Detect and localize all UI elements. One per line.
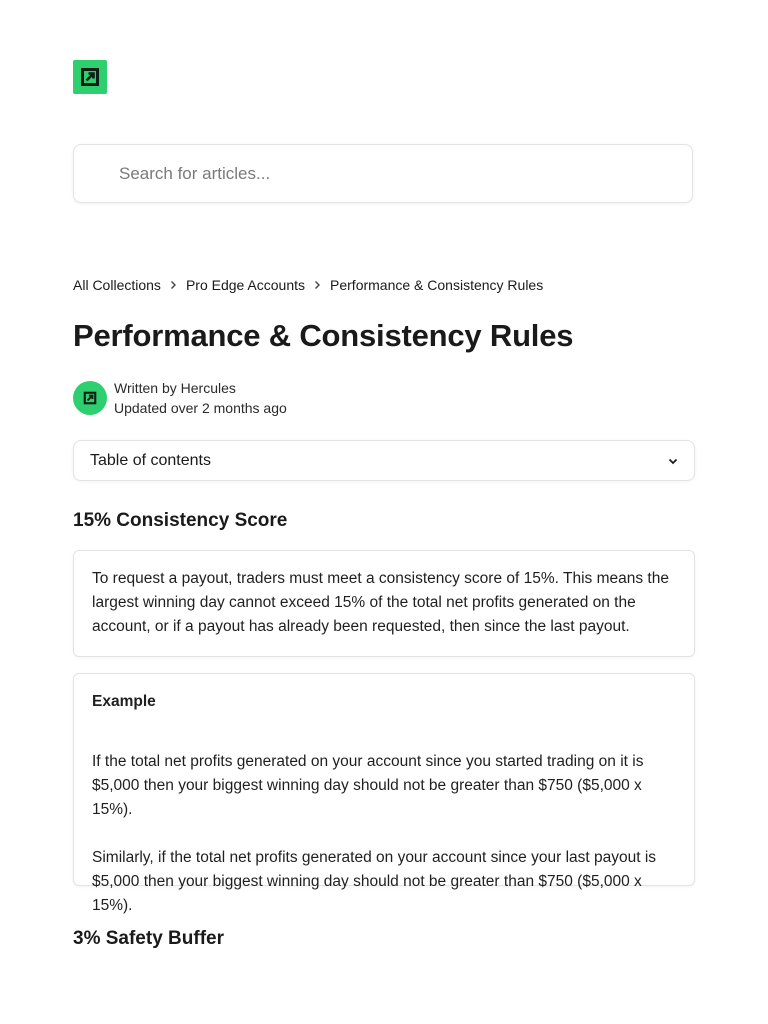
page-title: Performance & Consistency Rules	[73, 318, 574, 353]
breadcrumb	[73, 276, 543, 294]
example-paragraph: Similarly, if the total net profits generated on your account since your last payout is $5,000 then your biggest winning day should not be greater than $750 ($5,000 x 15%).	[92, 849, 657, 914]
intro-card	[73, 550, 695, 657]
written-by: Written by Hercules	[114, 380, 236, 396]
brand-arrow-icon	[83, 391, 97, 405]
section-heading: 15% Consistency Score	[73, 510, 288, 531]
toc-label: Table of contents	[90, 451, 211, 469]
breadcrumb-pro-edge-accounts[interactable]: Pro Edge Accounts	[185, 277, 306, 293]
chevron-down-icon	[668, 452, 678, 470]
example-title: Example	[92, 693, 156, 710]
chevron-right-icon	[170, 280, 177, 290]
example-paragraph: If the total net profits generated on your account since you started trading on it is $5,000 then your biggest winning day should not be greater than $750 ($5,000 x 15%).	[92, 753, 644, 818]
search-box	[73, 144, 693, 203]
author-meta	[114, 378, 287, 418]
search-input[interactable]	[119, 145, 679, 202]
table-of-contents-toggle[interactable]	[73, 440, 695, 481]
section-heading: 3% Safety Buffer	[73, 928, 224, 949]
avatar	[73, 381, 107, 415]
breadcrumb-current: Performance & Consistency Rules	[330, 277, 544, 293]
updated-at: Updated over 2 months ago	[114, 400, 287, 416]
example-card	[73, 673, 695, 914]
brand-logo[interactable]	[73, 60, 107, 94]
chevron-right-icon	[314, 280, 321, 290]
breadcrumb-all-collections[interactable]: All Collections	[73, 277, 161, 293]
intro-text: To request a payout, traders must meet a consistency score of 15%. This means the largest winning day cannot exceed 15% of the total net profits generated on the account, or if a payout has already been requested, then since the last payout.	[92, 570, 669, 635]
brand-arrow-icon	[80, 67, 100, 87]
